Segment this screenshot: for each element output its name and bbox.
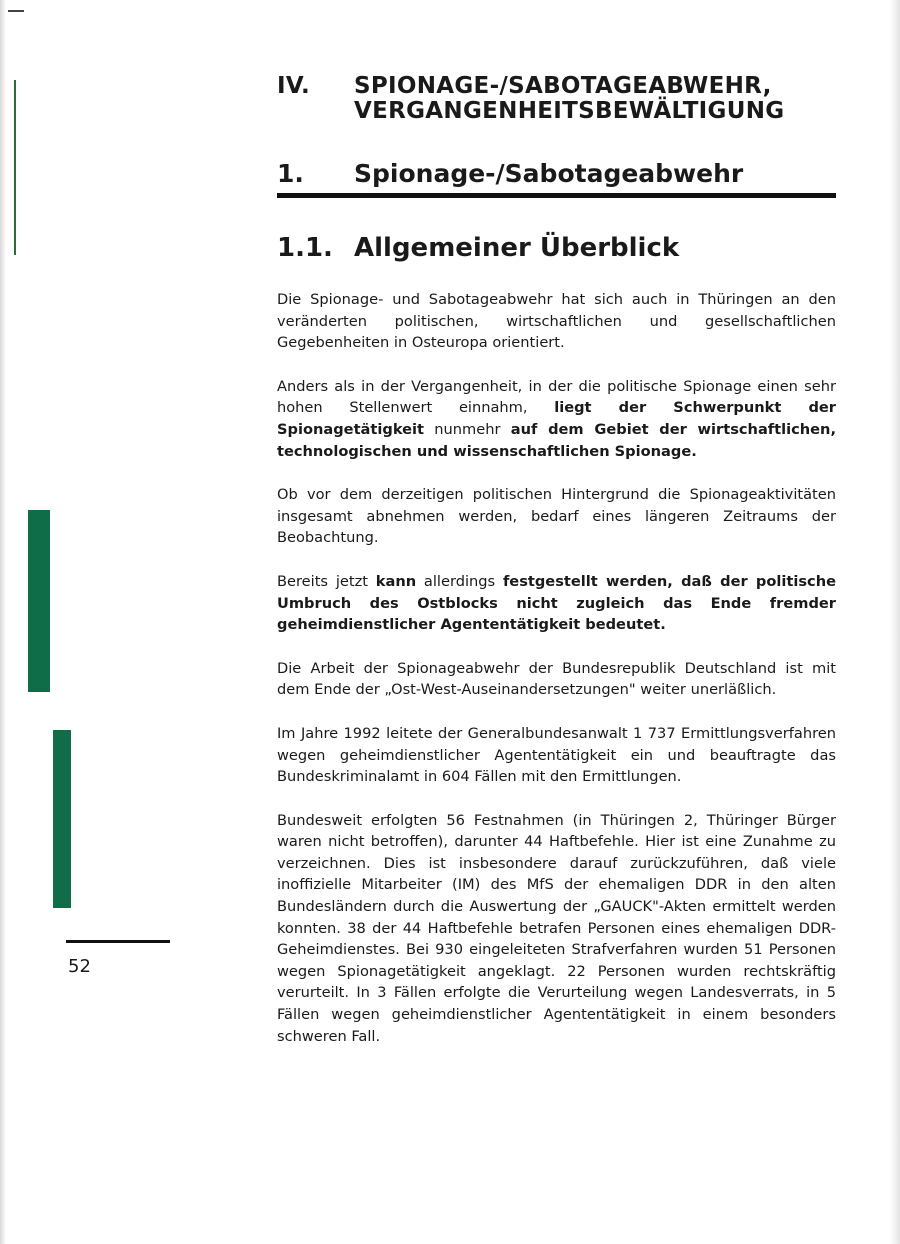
- margin-line: [14, 80, 16, 255]
- part-number: IV.: [277, 73, 311, 99]
- paragraph-5: Die Arbeit der Spionageabwehr der Bundesrepublik Deutschland ist mit dem Ende der „Ost-West-Auseinandersetzungen" weiter unerläßlich.: [277, 659, 836, 699]
- page-edge-left: [0, 0, 6, 1244]
- paragraph-4: [277, 571, 836, 636]
- paragraph-4-text-a: Bereits jetzt: [277, 572, 376, 590]
- body-text: [277, 289, 836, 1069]
- paragraph-2-bold-a: liegt der Schwerpunkt der Spionagetätigkeit: [277, 399, 836, 438]
- crop-mark: [8, 10, 24, 12]
- paragraph-1: Die Spionage- und Sabotageabwehr hat sich auch in Thüringen an den veränderten politischen, wirtschaftlichen und gesellschaftlichen Gegebenheiten in Osteuropa orientiert.: [277, 291, 836, 352]
- section-rule: [277, 193, 836, 198]
- section-number: 1.: [277, 159, 304, 188]
- paragraph-2-text-a: Anders als in der Vergangenheit, in der die politische Spionage einen sehr hohen Stellenwert einnahm,: [277, 377, 836, 417]
- footer-rule: [66, 940, 170, 943]
- subsection-title: Allgemeiner Überblick: [354, 233, 680, 263]
- page-edge-right: [890, 0, 900, 1244]
- chapter-tab-marker: [28, 510, 50, 692]
- paragraph-7: Bundesweit erfolgten 56 Festnahmen (in Thüringen 2, Thüringer Bürger waren nicht betroffen), darunter 44 Haftbefehle. Hier ist eine Zunahme zu verzeichnen. Dies ist insbesondere darauf zurückzuführen, daß viele inoffizielle Mitarbeiter (IM) des MfS der ehemaligen DDR in den alten Bundesländern durch die Auswertung der „GAUCK"-Akten ermittelt werden konnten. 38 der 44 Haftbefehle betrafen Personen eines ehemaligen DDR-Geheimdienstes. Bei 930 eingeleiteten Strafverfahren wurden 51 Personen wegen Spionagetätigkeit angeklagt. 22 Personen wurden rechtskräftig verurteilt. In 3 Fällen erfolgte die Verurteilung wegen Landesverrats, in 5 Fällen wegen geheimdienstlicher Agententätigkeit in einem besonders schweren Fall.: [277, 811, 836, 1045]
- paragraph-6: Im Jahre 1992 leitete der Generalbundesanwalt 1 737 Ermittlungsverfahren wegen geheimdienstlicher Agententätigkeit ein und beauftragte das Bundeskriminalamt in 604 Fällen mit den Ermittlungen.: [277, 724, 836, 786]
- paragraph-2: [277, 376, 836, 462]
- paragraph-3: Ob vor dem derzeitigen politischen Hintergrund die Spionageaktivitäten insgesamt abnehmen werden, bedarf eines längeren Zeitraums der Beobachtung.: [277, 486, 836, 547]
- section-title: Spionage-/Sabotageabwehr: [354, 159, 744, 188]
- subsection-number: 1.1.: [277, 233, 333, 263]
- part-title: SPIONAGE-/SABOTAGEABWEHR, VERGANGENHEITSBEWÄLTIGUNG: [354, 73, 785, 124]
- paragraph-4-text-b: allerdings: [416, 572, 503, 590]
- paragraph-2-bold-b: auf dem Gebiet der wirtschaftlichen, technologischen und wissenschaftlichen Spionage.: [277, 420, 836, 460]
- chapter-tab-marker-lower: [53, 730, 71, 908]
- paragraph-4-bold-b: festgestellt werden, daß der politische Umbruch des Ostblocks nicht zugleich das Ende fremder geheimdienstlicher Agententätigkeit bedeutet.: [277, 572, 836, 634]
- paragraph-2-text-b: nunmehr: [424, 420, 511, 438]
- page-number: 52: [68, 956, 91, 977]
- paragraph-4-bold-a: kann: [375, 572, 417, 590]
